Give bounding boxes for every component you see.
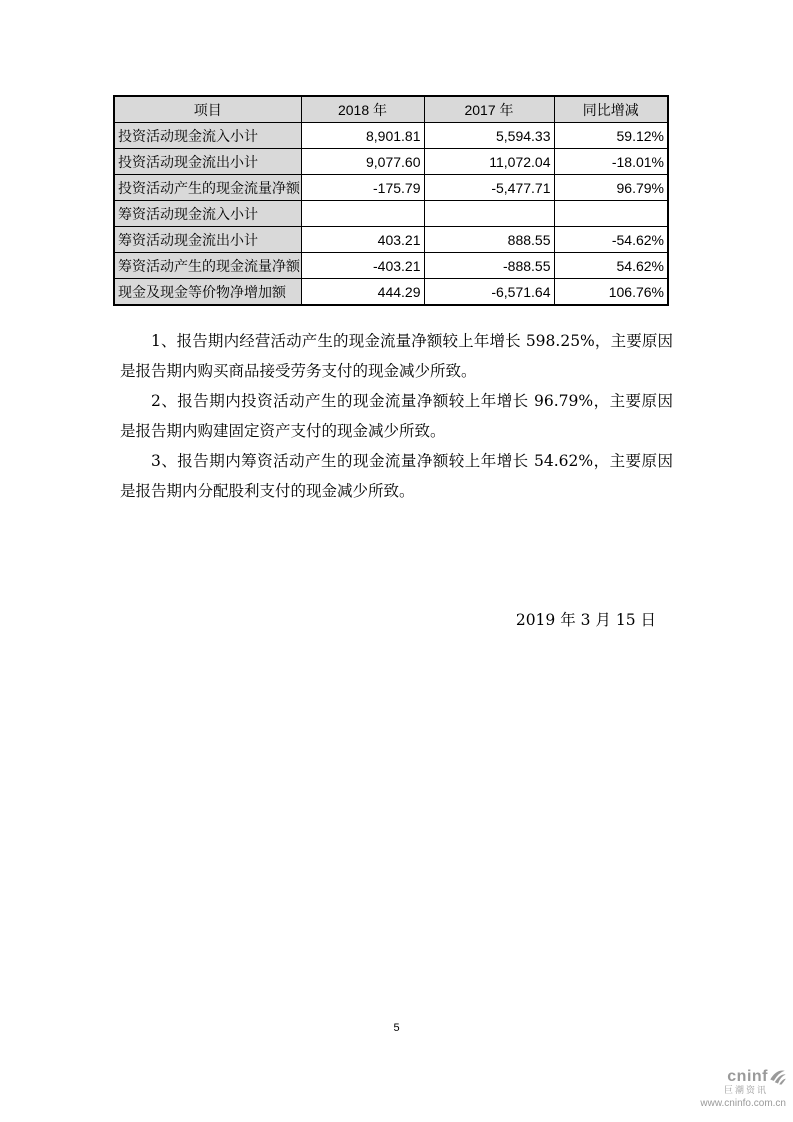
column-header-item: 项目 xyxy=(114,96,301,123)
row-value-change: 59.12% xyxy=(554,123,668,149)
row-value-2018: 444.29 xyxy=(301,279,424,306)
row-item-label: 筹资活动现金流出小计 xyxy=(114,227,301,253)
cninfo-swirl-icon xyxy=(769,1068,786,1085)
table-row xyxy=(114,201,668,227)
row-item-label: 现金及现金等价物净增加额 xyxy=(114,279,301,306)
cash-flow-table xyxy=(113,95,669,306)
table-row xyxy=(114,227,668,253)
row-value-2017: -888.55 xyxy=(424,253,554,279)
logo-brand-chinese: 巨潮资讯 xyxy=(723,1085,768,1096)
column-header-change: 同比增减 xyxy=(554,96,668,123)
row-value-2017: 888.55 xyxy=(424,227,554,253)
logo-url: www.cninfo.com.cn xyxy=(700,1098,786,1109)
cninfo-logo xyxy=(700,1068,786,1109)
table-row xyxy=(114,175,668,201)
analysis-paragraph-2: 2、报告期内投资活动产生的现金流量净额较上年增长 96.79%，主要原因是报告期内购建固定资产支付的现金减少所致。 xyxy=(120,392,673,440)
logo-brand-row xyxy=(700,1068,786,1086)
analysis-text-block xyxy=(120,326,673,506)
row-value-2018: -175.79 xyxy=(301,175,424,201)
row-value-2018: 403.21 xyxy=(301,227,424,253)
row-item-label: 投资活动现金流出小计 xyxy=(114,149,301,175)
table-header-row xyxy=(114,96,668,123)
analysis-paragraph-1: 1、报告期内经营活动产生的现金流量净额较上年增长 598.25%，主要原因是报告期内购买商品接受劳务支付的现金减少所致。 xyxy=(120,332,673,380)
row-value-2018: -403.21 xyxy=(301,253,424,279)
analysis-paragraph-3: 3、报告期内筹资活动产生的现金流量净额较上年增长 54.62%，主要原因是报告期内分配股利支付的现金减少所致。 xyxy=(120,452,673,500)
page-number: 5 xyxy=(393,1022,400,1034)
row-value-2017: 5,594.33 xyxy=(424,123,554,149)
row-value-2017: -6,571.64 xyxy=(424,279,554,306)
logo-brand-text: cninf xyxy=(727,1067,768,1085)
row-value-2018: 9,077.60 xyxy=(301,149,424,175)
row-item-label: 筹资活动产生的现金流量净额 xyxy=(114,253,301,279)
row-value-change: -18.01% xyxy=(554,149,668,175)
column-header-2018: 2018 年 xyxy=(301,96,424,123)
row-value-2017: 11,072.04 xyxy=(424,149,554,175)
row-value-change: -54.62% xyxy=(554,227,668,253)
table-row xyxy=(114,253,668,279)
row-value-2017 xyxy=(424,201,554,227)
row-value-2018 xyxy=(301,201,424,227)
table-row xyxy=(114,149,668,175)
table-row xyxy=(114,279,668,306)
row-item-label: 投资活动现金流入小计 xyxy=(114,123,301,149)
column-header-2017: 2017 年 xyxy=(424,96,554,123)
row-value-change xyxy=(554,201,668,227)
row-value-change: 106.76% xyxy=(554,279,668,306)
row-value-change: 54.62% xyxy=(554,253,668,279)
report-date: 2019 年 3 月 15 日 xyxy=(515,611,656,629)
row-value-2017: -5,477.71 xyxy=(424,175,554,201)
row-item-label: 筹资活动现金流入小计 xyxy=(114,201,301,227)
row-item-label: 投资活动产生的现金流量净额 xyxy=(114,175,301,201)
table-row xyxy=(114,123,668,149)
row-value-change: 96.79% xyxy=(554,175,668,201)
row-value-2018: 8,901.81 xyxy=(301,123,424,149)
